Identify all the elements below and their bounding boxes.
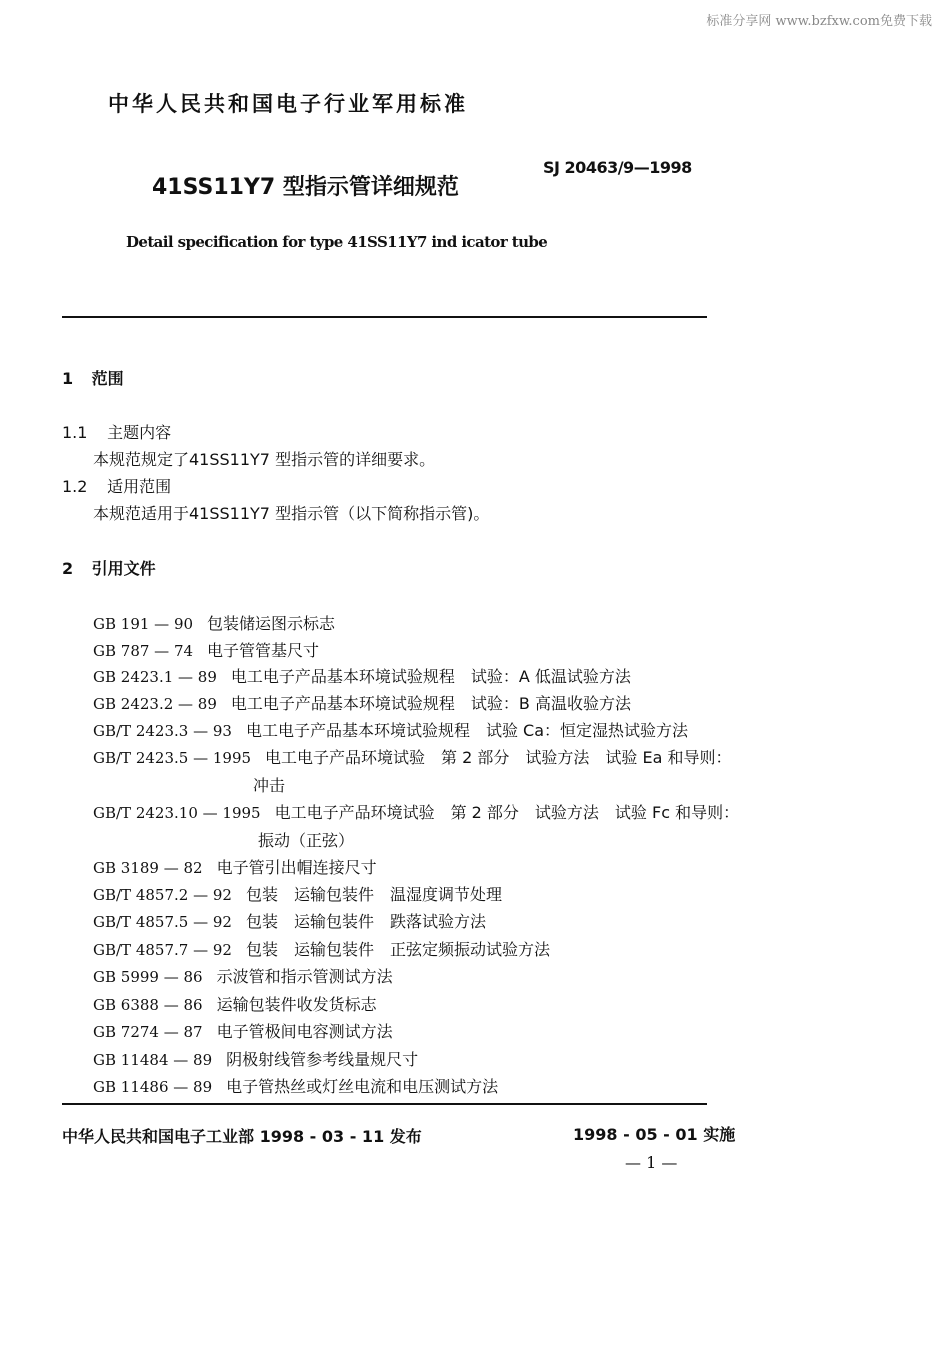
reference-title: 电子管引出帽连接尺寸 — [216, 858, 377, 877]
issuing-organization: 中华人民共和国电子行业军用标准 — [108, 92, 468, 116]
reference-title: 电工电子产品环境试验 第 2 部分 试验方法 试验 Ea 和导则： — [265, 748, 732, 767]
reference-code: GB 2423.2 — 89 — [93, 695, 217, 713]
reference-item — [93, 745, 731, 768]
page-number: — 1 — — [625, 1153, 678, 1172]
section-1-2-title: 适用范围 — [107, 477, 172, 496]
reference-code: GB 7274 — 87 — [93, 1023, 203, 1041]
reference-title: 电子管管基尺寸 — [207, 641, 320, 660]
section-1-2-text: 本规范适用于41SS11Y7 型指示管（以下简称指示管)。 — [93, 504, 490, 523]
reference-title: 电子管极间电容测试方法 — [216, 1022, 393, 1041]
reference-code: GB/T 2423.5 — 1995 — [93, 749, 252, 767]
reference-title: 包装储运图示标志 — [207, 614, 336, 633]
reference-item — [93, 964, 393, 987]
section-1-title: 范围 — [91, 369, 124, 388]
section-1-1-heading — [62, 420, 171, 443]
reference-code: GB 3189 — 82 — [93, 859, 203, 877]
reference-code: GB 191 — 90 — [93, 615, 194, 633]
header-divider — [62, 316, 707, 318]
reference-title: 阴极射线管参考线量规尺寸 — [226, 1050, 419, 1069]
english-title: Detail specification for type 41SS11Y7 ind icator tube — [126, 233, 548, 251]
section-2-number: 2 — [62, 559, 74, 578]
reference-item — [93, 1074, 498, 1097]
reference-code: GB 11484 — 89 — [93, 1051, 213, 1069]
reference-code: GB 2423.1 — 89 — [93, 668, 217, 686]
reference-title: 电工电子产品环境试验 第 2 部分 试验方法 试验 Fc 和导则： — [274, 803, 740, 822]
reference-item — [93, 800, 739, 823]
reference-code: GB/T 4857.7 — 92 — [93, 941, 232, 959]
section-1-heading — [62, 366, 124, 389]
section-1-2-number: 1.2 — [62, 477, 88, 496]
reference-item — [93, 909, 486, 932]
reference-item — [93, 1047, 418, 1070]
document-title: 41SS11Y7 型指示管详细规范 — [152, 175, 459, 200]
reference-item — [93, 1019, 393, 1042]
reference-title: 电工电子产品基本环境试验规程 试验：B 高温收验方法 — [230, 694, 631, 713]
reference-code: GB 5999 — 86 — [93, 968, 203, 986]
reference-item — [93, 664, 631, 687]
document-number: SJ 20463/9—1998 — [543, 158, 692, 177]
issue-date: 中华人民共和国电子工业部 1998 - 03 - 11 发布 — [62, 1127, 422, 1146]
reference-code: GB 787 — 74 — [93, 642, 194, 660]
reference-continuation: 振动（正弦） — [258, 831, 355, 850]
reference-title: 包装 运输包装件 跌落试验方法 — [245, 912, 486, 931]
reference-title: 电子管热丝或灯丝电流和电压测试方法 — [226, 1077, 499, 1096]
reference-item — [93, 638, 319, 661]
reference-item — [93, 611, 335, 634]
reference-title: 运输包装件收发货标志 — [216, 995, 377, 1014]
reference-code: GB/T 2423.10 — 1995 — [93, 804, 261, 822]
reference-title: 包装 运输包装件 正弦定频振动试验方法 — [245, 940, 550, 959]
reference-item — [93, 992, 377, 1015]
watermark: 标准分享网 www.bzfxw.com免费下载 — [706, 14, 932, 29]
section-2-title: 引用文件 — [91, 559, 156, 578]
section-1-1-number: 1.1 — [62, 423, 88, 442]
reference-code: GB 11486 — 89 — [93, 1078, 213, 1096]
section-2-heading — [62, 556, 156, 579]
reference-item — [93, 855, 377, 878]
reference-item — [93, 718, 688, 741]
reference-title: 示波管和指示管测试方法 — [216, 967, 393, 986]
reference-title: 电工电子产品基本环境试验规程 试验 Ca：恒定湿热试验方法 — [245, 721, 689, 740]
reference-title: 电工电子产品基本环境试验规程 试验：A 低温试验方法 — [230, 667, 631, 686]
reference-code: GB/T 2423.3 — 93 — [93, 722, 232, 740]
reference-code: GB/T 4857.2 — 92 — [93, 886, 232, 904]
reference-title: 包装 运输包装件 温湿度调节处理 — [245, 885, 502, 904]
reference-continuation: 冲击 — [253, 776, 286, 795]
reference-item — [93, 882, 502, 905]
section-1-number: 1 — [62, 369, 74, 388]
reference-item — [93, 691, 631, 714]
section-1-2-heading — [62, 474, 171, 497]
reference-item — [93, 937, 550, 960]
section-1-1-text: 本规范规定了41SS11Y7 型指示管的详细要求。 — [93, 450, 436, 469]
reference-code: GB/T 4857.5 — 92 — [93, 913, 232, 931]
reference-code: GB 6388 — 86 — [93, 996, 203, 1014]
effective-date: 1998 - 05 - 01 实施 — [573, 1125, 736, 1144]
section-1-1-title: 主题内容 — [107, 423, 172, 442]
footer-divider — [62, 1103, 707, 1105]
